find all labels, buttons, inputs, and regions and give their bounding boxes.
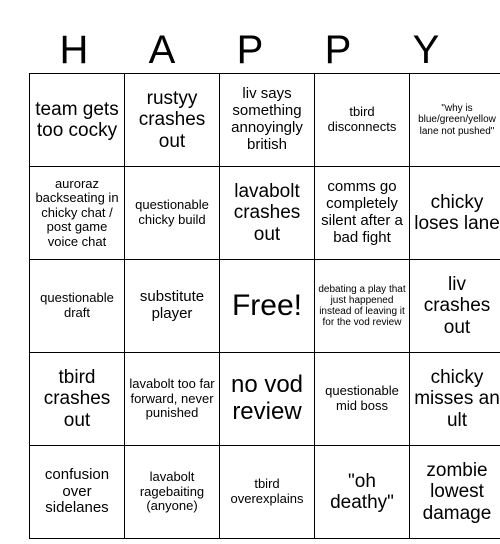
bingo-cell[interactable]: zombie lowest damage [410, 446, 500, 539]
title-letter-h: H [59, 28, 89, 72]
title-letter-p: P [236, 28, 264, 72]
bingo-cell[interactable]: "why is blue/green/yellow lane not pushed" [410, 74, 500, 167]
bingo-cell[interactable]: chicky loses lane [410, 167, 500, 260]
bingo-cell[interactable]: questionable mid boss [315, 353, 410, 446]
bingo-cell[interactable]: tbird overexplains [220, 446, 315, 539]
bingo-cell[interactable]: lavabolt too far forward, never punished [125, 353, 220, 446]
bingo-row [30, 446, 500, 539]
title-letter-a: A [148, 28, 176, 72]
bingo-grid [29, 73, 500, 539]
title-letter-p: P [324, 28, 352, 72]
bingo-cell[interactable]: debating a play that just happened instead of leaving it for the vod review [315, 260, 410, 353]
bingo-cell[interactable]: questionable chicky build [125, 167, 220, 260]
bingo-cell[interactable]: liv says something annoyingly british [220, 74, 315, 167]
bingo-cell[interactable]: no vod review [220, 353, 315, 446]
bingo-title [30, 28, 470, 72]
bingo-cell[interactable]: liv crashes out [410, 260, 500, 353]
bingo-cell[interactable]: lavabolt crashes out [220, 167, 315, 260]
bingo-row [30, 260, 500, 353]
bingo-cell[interactable]: chicky misses an ult [410, 353, 500, 446]
bingo-row [30, 353, 500, 446]
bingo-cell[interactable]: tbird disconnects [315, 74, 410, 167]
bingo-cell[interactable]: rustyy crashes out [125, 74, 220, 167]
bingo-cell[interactable]: confusion over sidelanes [30, 446, 125, 539]
bingo-cell[interactable]: team gets too cocky [30, 74, 125, 167]
bingo-cell[interactable]: substitute player [125, 260, 220, 353]
bingo-cell[interactable]: "oh deathy" [315, 446, 410, 539]
bingo-cell[interactable]: tbird crashes out [30, 353, 125, 446]
bingo-cell[interactable]: auroraz backseating in chicky chat / post game voice chat [30, 167, 125, 260]
bingo-cell[interactable]: questionable draft [30, 260, 125, 353]
title-letter-y: Y [412, 28, 440, 72]
bingo-row [30, 167, 500, 260]
bingo-cell[interactable]: lavabolt ragebaiting (anyone) [125, 446, 220, 539]
bingo-cell[interactable]: comms go completely silent after a bad fight [315, 167, 410, 260]
free-space[interactable]: Free! [220, 260, 315, 353]
bingo-row [30, 74, 500, 167]
